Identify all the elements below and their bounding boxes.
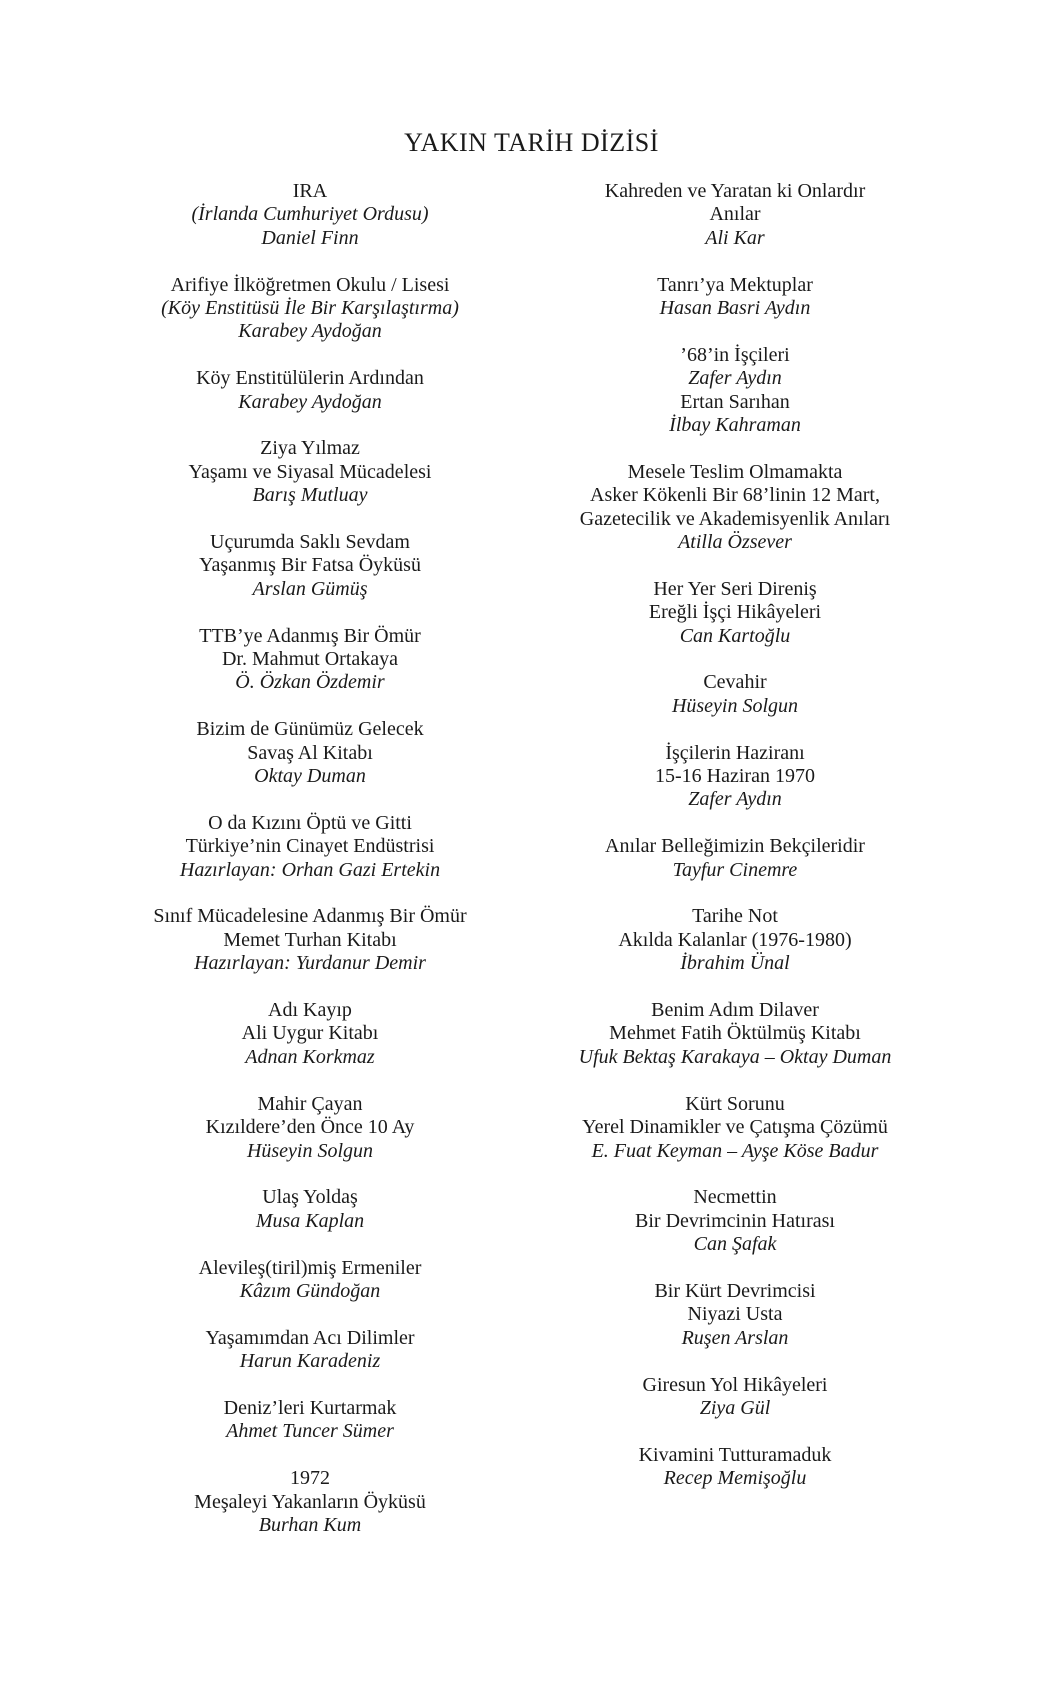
book-author: Daniel Finn: [261, 226, 359, 249]
book-entry: [515, 671, 955, 718]
book-title-line: Yerel Dinamikler ve Çatışma Çözümü: [582, 1116, 888, 1139]
book-entry: [515, 461, 955, 555]
book-title-line: Ertan Sarıhan: [680, 390, 790, 413]
book-entry: [515, 1186, 955, 1256]
book-author: Hazırlayan: Orhan Gazi Ertekin: [179, 858, 441, 881]
book-entry: [515, 1093, 955, 1163]
book-entry: [90, 1257, 530, 1304]
book-author: Arslan Gümüş: [252, 577, 368, 600]
book-entry: [90, 625, 530, 695]
book-title-line: Kürt Sorunu: [685, 1092, 785, 1115]
book-title-line: Akılda Kalanlar (1976-1980): [618, 928, 852, 951]
book-entry: [515, 180, 955, 250]
book-entry: [90, 905, 530, 975]
book-entry: [90, 274, 530, 344]
book-entry: [90, 437, 530, 507]
book-author: İbrahim Ünal: [680, 952, 790, 975]
book-author: Oktay Duman: [254, 765, 366, 788]
book-title-line: Deniz’leri Kurtarmak: [223, 1396, 397, 1419]
book-title-line: O da Kızını Öptü ve Gitti: [208, 811, 412, 834]
book-title-line: Anılar: [709, 203, 761, 226]
book-entry: [90, 1186, 530, 1233]
book-title-line: Bizim de Günümüz Gelecek: [196, 718, 424, 741]
book-title-line: Ereğli İşçi Hikâyeleri: [648, 601, 822, 624]
book-entry: [515, 391, 955, 438]
book-author: Kâzım Gündoğan: [239, 1279, 381, 1302]
book-author: Karabey Aydoğan: [238, 390, 382, 413]
book-title-line: Kızıldere’den Önce 10 Ay: [205, 1116, 415, 1139]
book-title-line: Gazetecilik ve Akademisyenlik Anıları: [579, 507, 891, 530]
book-title-line: Yaşanmış Bir Fatsa Öyküsü: [199, 554, 421, 577]
book-title-line: Giresun Yol Hikâyeleri: [642, 1373, 828, 1396]
book-title-line: Her Yer Seri Direniş: [653, 577, 817, 600]
book-author: Hüseyin Solgun: [671, 694, 799, 717]
book-entry: [515, 905, 955, 975]
book-author: Hazırlayan: Yurdanur Demir: [194, 952, 426, 975]
book-title-line: Kivamini Tutturamaduk: [638, 1443, 832, 1466]
book-title-line: Arifiye İlköğretmen Okulu / Lisesi: [170, 273, 450, 296]
book-author: Adnan Korkmaz: [245, 1045, 375, 1068]
book-entry: [90, 999, 530, 1069]
book-author: Hüseyin Solgun: [246, 1139, 374, 1162]
book-title-line: 1972: [290, 1467, 330, 1490]
book-entry: [515, 578, 955, 648]
book-title-line: TTB’ye Adanmış Bir Ömür: [199, 624, 421, 647]
book-entry: [90, 1467, 530, 1537]
series-title: YAKIN TARİH DİZİSİ: [404, 128, 659, 157]
book-author: Ruşen Arslan: [681, 1326, 789, 1349]
book-title-line: Ulaş Yoldaş: [262, 1186, 358, 1209]
book-entry: [515, 1444, 955, 1491]
book-title-line: Asker Kökenli Bir 68’linin 12 Mart,: [590, 484, 880, 507]
book-title-line: Türkiye’nin Cinayet Endüstrisi: [185, 835, 435, 858]
book-author: Musa Kaplan: [255, 1209, 365, 1232]
book-title-line: Bir Kürt Devrimcisi: [654, 1279, 816, 1302]
book-author: Ali Kar: [705, 226, 765, 249]
book-author: (Köy Enstitüsü İle Bir Karşılaştırma): [161, 297, 459, 320]
book-title-line: Savaş Al Kitabı: [247, 741, 373, 764]
book-title-line: ’68’in İşçileri: [680, 343, 790, 366]
book-title-line: Uçurumda Saklı Sevdam: [210, 531, 410, 554]
book-title-line: Sınıf Mücadelesine Adanmış Bir Ömür: [153, 905, 467, 928]
book-entry: [515, 1280, 955, 1350]
book-author: Karabey Aydoğan: [238, 320, 382, 343]
book-entry: [90, 367, 530, 414]
book-entry: [90, 531, 530, 601]
book-entry: [90, 718, 530, 788]
book-author: Recep Memişoğlu: [663, 1467, 807, 1490]
book-title-line: Memet Turhan Kitabı: [223, 928, 397, 951]
book-title-line: Mesele Teslim Olmamakta: [627, 460, 843, 483]
book-title-line: Niyazi Usta: [687, 1303, 783, 1326]
book-entry: [90, 1093, 530, 1163]
book-author: İlbay Kahraman: [669, 414, 801, 437]
book-title-line: Anılar Belleğimizin Bekçileridir: [605, 835, 865, 858]
book-entry: [515, 742, 955, 812]
book-author: Ufuk Bektaş Karakaya – Oktay Duman: [578, 1045, 892, 1068]
book-title-line: Köy Enstitülülerin Ardından: [196, 367, 424, 390]
book-entry: [515, 344, 955, 391]
book-author: Atilla Özsever: [678, 531, 792, 554]
book-title-line: Kahreden ve Yaratan ki Onlardır: [604, 180, 866, 202]
book-title-line: Alevileş(tiril)miş Ermeniler: [198, 1256, 422, 1279]
book-title-line: 15-16 Haziran 1970: [655, 765, 815, 788]
book-title-line: IRA: [292, 180, 328, 202]
book-author: Barış Mutluay: [252, 484, 368, 507]
book-author: Zafer Aydın: [688, 367, 782, 390]
book-title-line: Ali Uygur Kitabı: [241, 1022, 379, 1045]
book-author: Burhan Kum: [258, 1513, 362, 1536]
book-title-line: Cevahir: [703, 671, 767, 694]
book-entry: [515, 1374, 955, 1421]
book-author: Harun Karadeniz: [239, 1350, 381, 1373]
book-entry: [90, 812, 530, 882]
book-title-line: Mahir Çayan: [257, 1092, 363, 1115]
book-author: Zafer Aydın: [688, 788, 782, 811]
book-author: E. Fuat Keyman – Ayşe Köse Badur: [591, 1139, 879, 1162]
book-title-line: Yaşamımdan Acı Dilimler: [205, 1326, 415, 1349]
book-entry: [90, 180, 530, 250]
book-author: Ziya Gül: [699, 1396, 771, 1419]
book-entry: [90, 1397, 530, 1444]
book-title-line: İşçilerin Haziranı: [665, 741, 805, 764]
book-title-line: Yaşamı ve Siyasal Mücadelesi: [188, 460, 432, 483]
book-entry: [515, 274, 955, 321]
book-author: (İrlanda Cumhuriyet Ordusu): [191, 203, 429, 226]
book-title-line: Ziya Yılmaz: [260, 437, 360, 460]
book-author: Can Şafak: [693, 1233, 777, 1256]
book-title-line: Tarihe Not: [692, 905, 778, 928]
book-title-line: Tanrı’ya Mektuplar: [657, 273, 813, 296]
book-title-line: Benim Adım Dilaver: [651, 999, 819, 1022]
book-entry: [90, 1327, 530, 1374]
book-author: Hasan Basri Aydın: [659, 297, 811, 320]
book-author: Tayfur Cinemre: [672, 858, 798, 881]
book-title-line: Mehmet Fatih Öktülmüş Kitabı: [609, 1022, 861, 1045]
book-list-right-column: [515, 180, 955, 1514]
book-title-line: Meşaleyi Yakanların Öyküsü: [194, 1490, 426, 1513]
book-author: Can Kartoğlu: [679, 624, 791, 647]
book-entry: [515, 835, 955, 882]
book-author: Ö. Özkan Özdemir: [235, 671, 385, 694]
book-title-line: Dr. Mahmut Ortakaya: [221, 648, 399, 671]
book-title-line: Necmettin: [693, 1186, 777, 1209]
book-title-line: Bir Devrimcinin Hatırası: [635, 1209, 835, 1232]
book-title-line: Adı Kayıp: [268, 999, 352, 1022]
book-list-left-column: [90, 180, 530, 1561]
book-author: Ahmet Tuncer Sümer: [226, 1420, 394, 1443]
book-entry: [515, 999, 955, 1069]
